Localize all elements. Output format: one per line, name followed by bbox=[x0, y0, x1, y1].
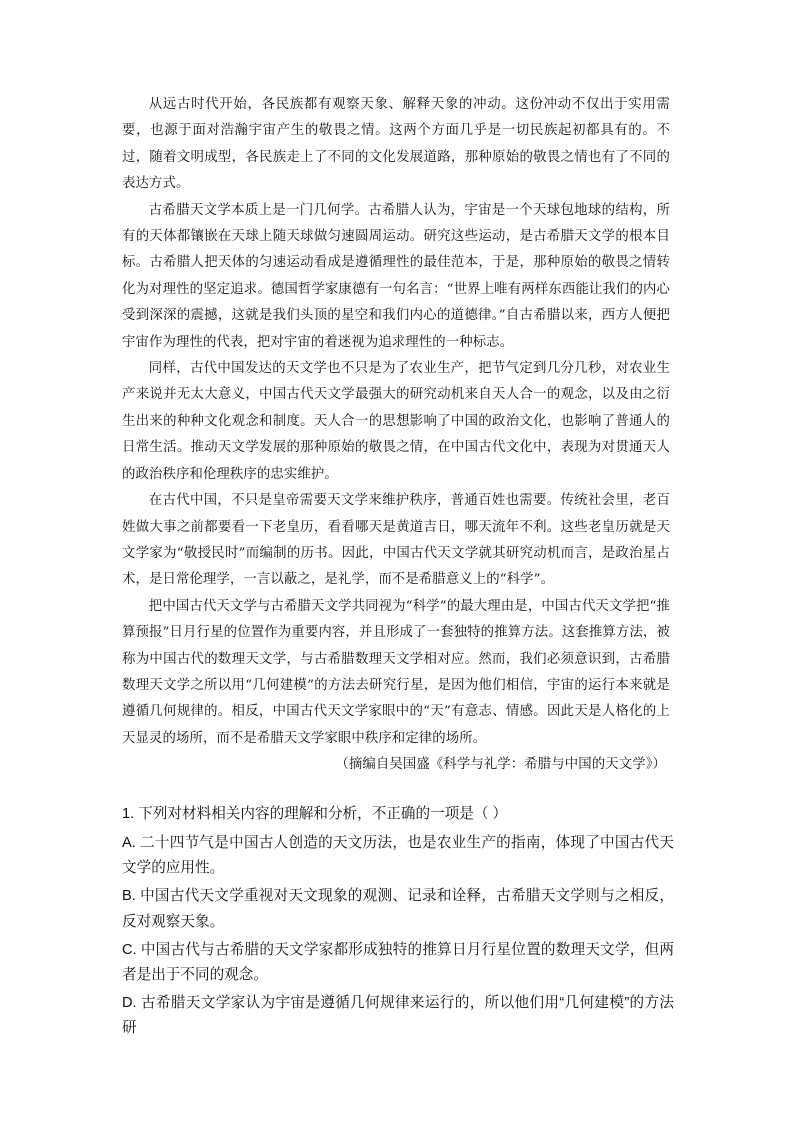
passage-paragraph-4: 在古代中国，不只是皇帝需要天文学来维护秩序，普通百姓也需要。传统社会里，老百姓做大事之前都要看一下老皇历，看看哪天是黄道吉日，哪天流年不利。这些老皇历就是天文学家为“敬授民时”而编制的历书。因此，中国古代天文学就其研究动机而言，是政治星占术，是日常伦理学，一言以蔽之，是礼学，而不是希腊意义上的“科学”。 bbox=[122, 493, 670, 588]
option-b: B. 中国古代天文学重视对天文现象的观测、记录和诠释，古希腊天文学则与之相反，反对观察天象。 bbox=[122, 888, 674, 930]
passage-paragraph-1: 从远古时代开始，各民族都有观察天象、解释天象的冲动。这份冲动不仅出于实用需要，也源于面对浩瀚宇宙产生的敬畏之情。这两个方面几乎是一切民族起初都具有的。不过，随着文明成型，各民族走上了不同的文化发展道路，那种原始的敬畏之情也有了不同的表达方式。 bbox=[122, 97, 670, 192]
reading-passage bbox=[122, 92, 670, 779]
passage-paragraph-3: 同样，古代中国发达的天文学也不只是为了农业生产，把节气定到几分几秒，对农业生产来说并无太大意义，中国古代天文学最强大的研究动机来自天人合一的观念，以及由之衍生出来的种种文化观念和制度。天人合一的思想影响了中国的政治文化，也影响了普通人的日常生活。推动天文学发展的那种原始的敬畏之情，在中国古代文化中，表现为对贯通天人的政治秩序和伦理秩序的忠实维护。 bbox=[122, 361, 670, 482]
option-a: A. 二十四节气是中国古人创造的天文历法，也是农业生产的指南，体现了中国古代天文学的应用性。 bbox=[122, 835, 674, 877]
option-d: D. 古希腊天文学家认为宇宙是遵循几何规律来运行的，所以他们用“几何建模”的方法研 bbox=[122, 995, 674, 1037]
passage-citation: （摘编自吴国盛《科学与礼学：希腊与中国的天文学》） bbox=[335, 757, 666, 773]
question-1 bbox=[122, 800, 674, 1042]
question-stem: 1. 下列对材料相关内容的理解和分析，不正确的一项是（ ） bbox=[122, 806, 508, 822]
passage-paragraph-5: 把中国古代天文学与古希腊天文学共同视为“科学”的最大理由是，中国古代天文学把“推算预报”日月行星的位置作为重要内容，并且形成了一套独特的推算方法。这套推算方法，被称为中国古代的数理天文学，与古希腊数理天文学相对应。然而，我们必须意识到，古希腊数理天文学之所以用“几何建模”的方法去研究行星，是因为他们相信，宇宙的运行本来就是遵循几何规律的。相反，中国古代天文学家眼中的“天”有意志、情感。因此天是人格化的上天显灵的场所，而不是希腊天文学家眼中秩序和定律的场所。 bbox=[122, 598, 670, 746]
passage-paragraph-2: 古希腊天文学本质上是一门几何学。古希腊人认为，宇宙是一个天球包地球的结构，所有的天体都镶嵌在天球上随天球做匀速圆周运动。研究这些运动，是古希腊天文学的根本目标。古希腊人把天体的匀速运动看成是遵循理性的最佳范本，于是，那种原始的敬畏之情转化为对理性的坚定追求。德国哲学家康德有一句名言：“世界上唯有两样东西能让我们的内心受到深深的震撼，这就是我们头顶的星空和我们内心的道德律。”自古希腊以来，西方人便把宇宙作为理性的代表，把对宇宙的着迷视为追求理性的一种标志。 bbox=[122, 202, 670, 350]
option-c: C. 中国古代与古希腊的天文学家都形成独特的推算日月行星位置的数理天文学，但两者是出于不同的观念。 bbox=[122, 941, 674, 984]
